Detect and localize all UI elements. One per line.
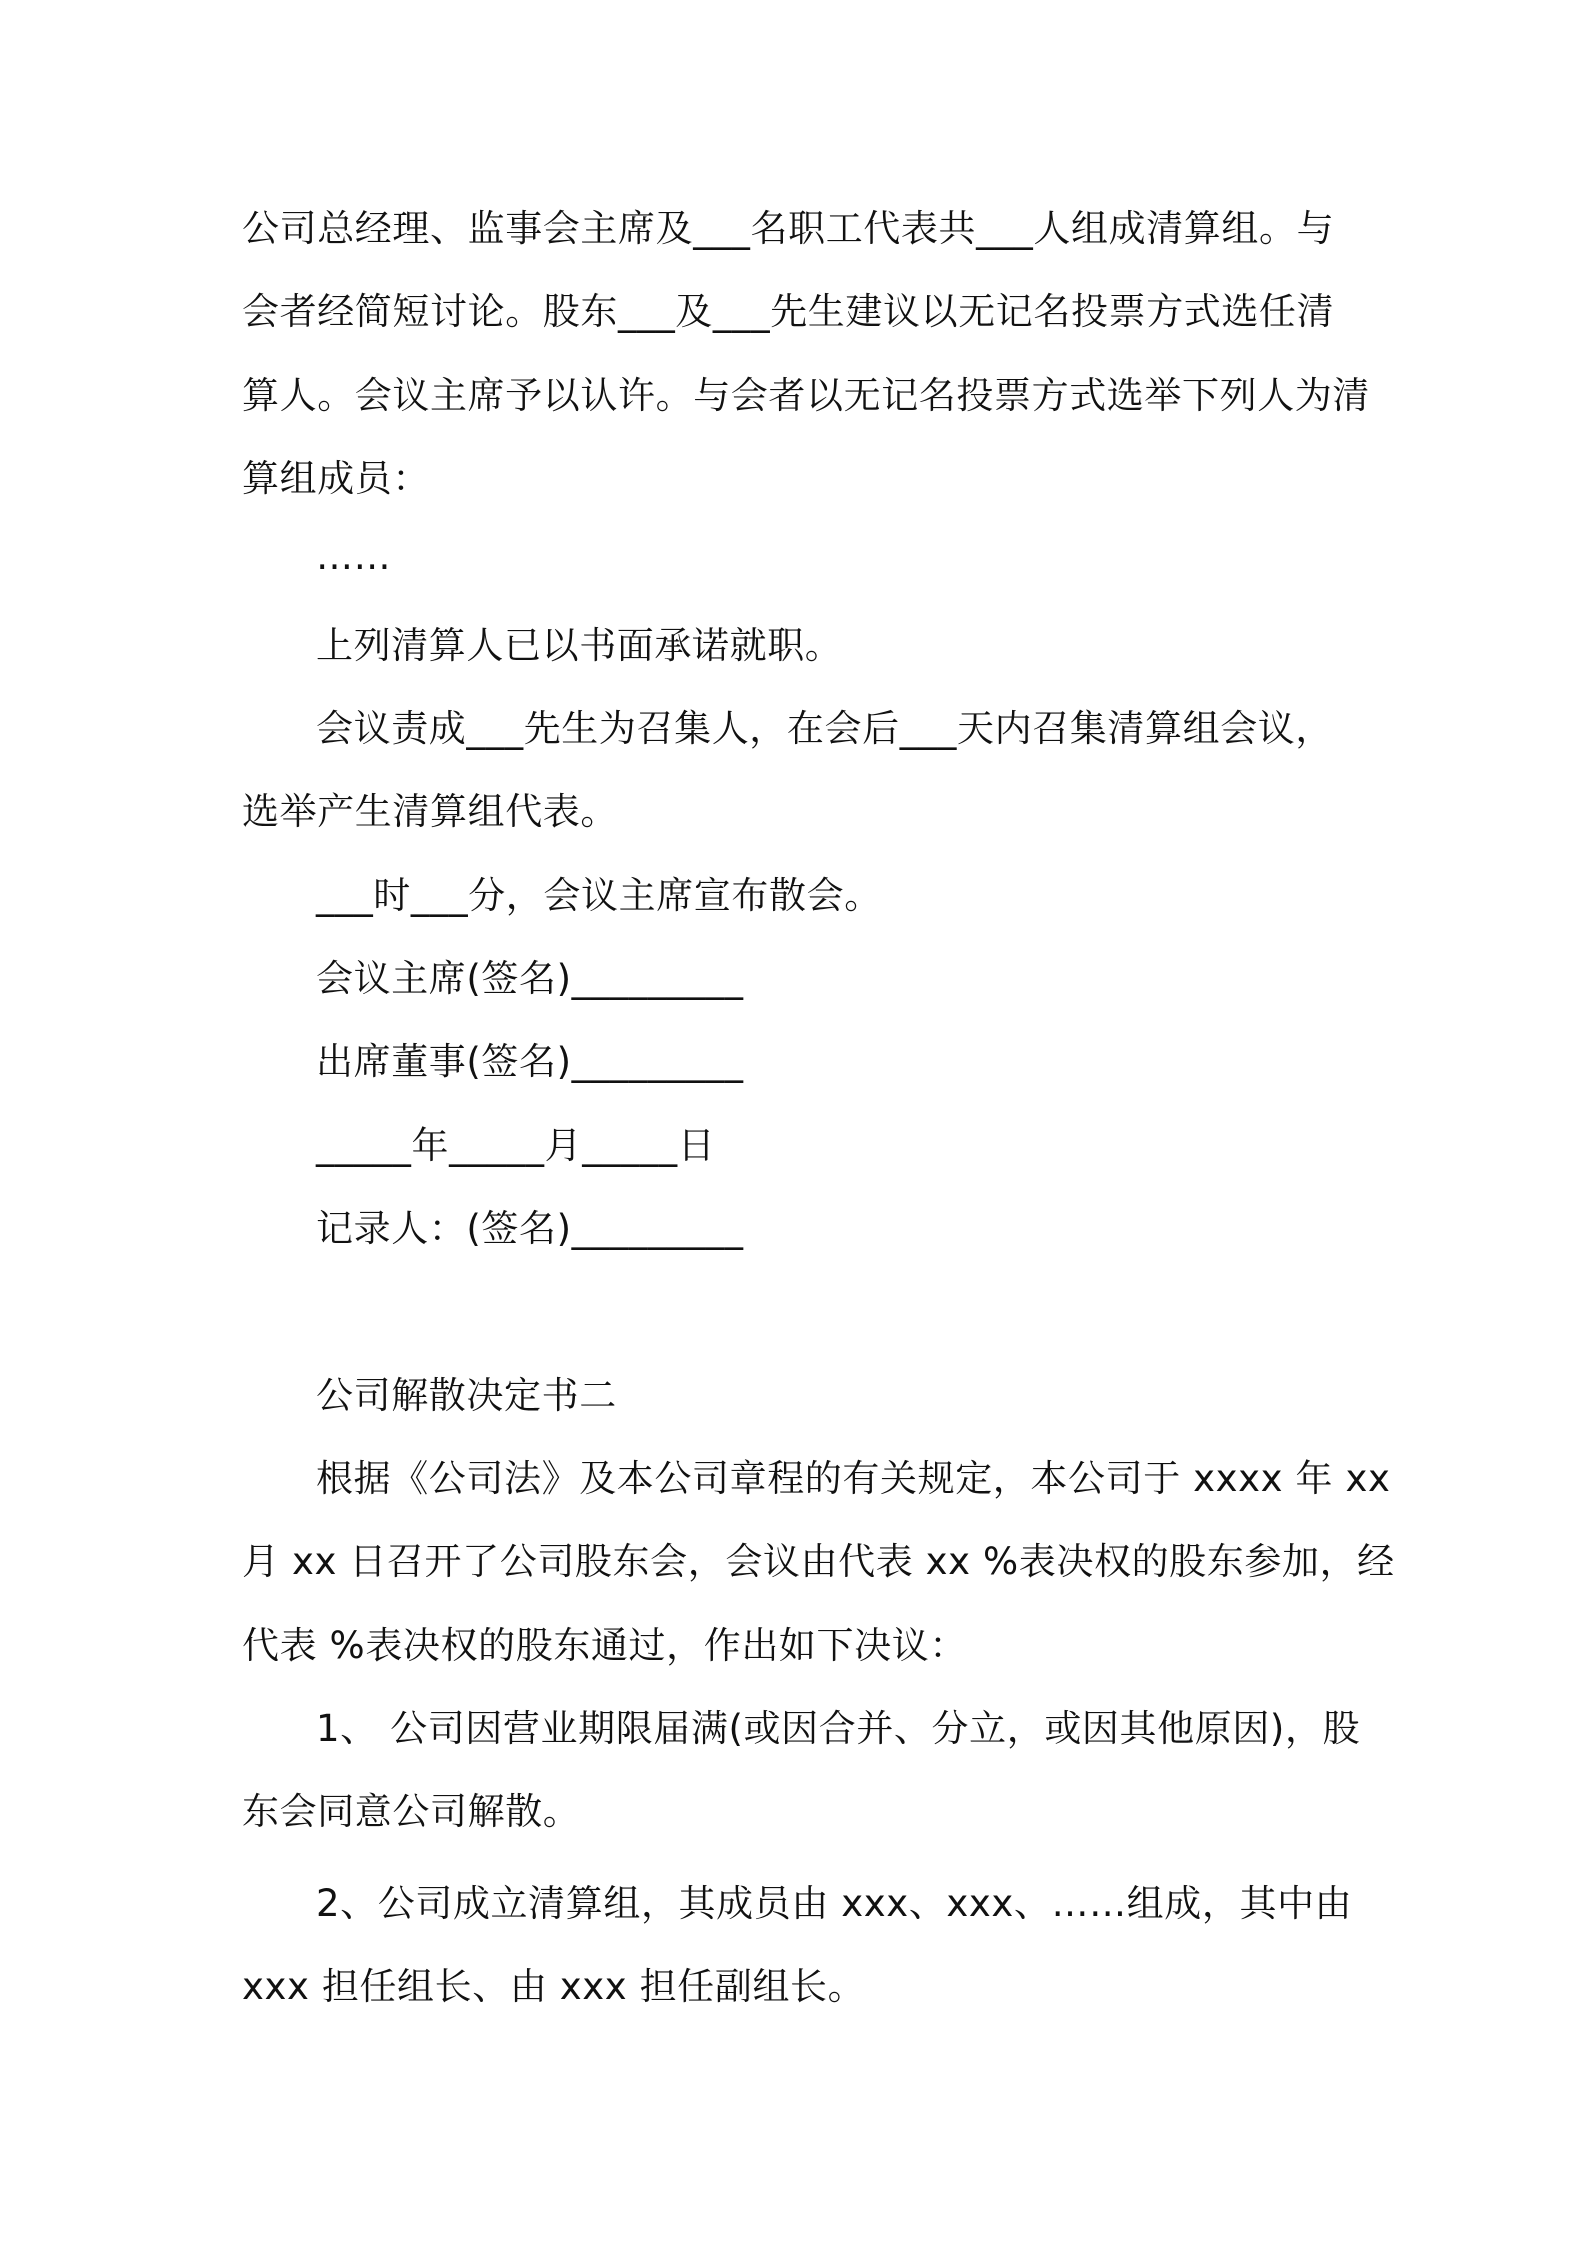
signature-line-directors: 出席董事(签名)_________ [316, 1040, 744, 1083]
numbered-item-1: 1、 公司因营业期限届满(或因合并、分立，或因其他原因)，股 [316, 1707, 1361, 1750]
paragraph-line: 上列清算人已以书面承诺就职。 [316, 624, 843, 667]
paragraph-line: xxx 担任组长、由 xxx 担任副组长。 [242, 1965, 866, 2008]
date-line: _____年_____月_____日 [316, 1124, 716, 1167]
paragraph-line: 会议责成___先生为召集人，在会后___天内召集清算组会议， [316, 707, 1333, 750]
paragraph-line: 东会同意公司解散。 [242, 1790, 581, 1833]
paragraph-line: 会者经简短讨论。股东___及___先生建议以无记名投票方式选任清 [242, 290, 1335, 333]
paragraph-line: 选举产生清算组代表。 [242, 790, 618, 833]
signature-line-chairman: 会议主席(签名)_________ [316, 957, 744, 1000]
paragraph-line: 公司总经理、监事会主席及___名职工代表共___人组成清算组。与 [242, 207, 1335, 250]
paragraph-line: 根据《公司法》及本公司章程的有关规定，本公司于 xxxx 年 xx [316, 1457, 1391, 1500]
paragraph-line: 代表 %表决权的股东通过，作出如下决议： [242, 1624, 967, 1667]
paragraph-line: 月 xx 日召开了公司股东会，会议由代表 xx %表决权的股东参加，经 [242, 1540, 1395, 1583]
ellipsis-line: …… [316, 535, 392, 578]
section-title: 公司解散决定书二 [316, 1374, 617, 1417]
paragraph-line: ___时___分，会议主席宣布散会。 [316, 874, 882, 917]
numbered-item-2: 2、公司成立清算组，其成员由 xxx、xxx、……组成，其中由 [316, 1882, 1353, 1925]
paragraph-line: 算组成员： [242, 457, 430, 500]
signature-line-recorder: 记录人：(签名)_________ [316, 1207, 744, 1250]
paragraph-line: 算人。会议主席予以认许。与会者以无记名投票方式选举下列人为清 [242, 374, 1370, 417]
